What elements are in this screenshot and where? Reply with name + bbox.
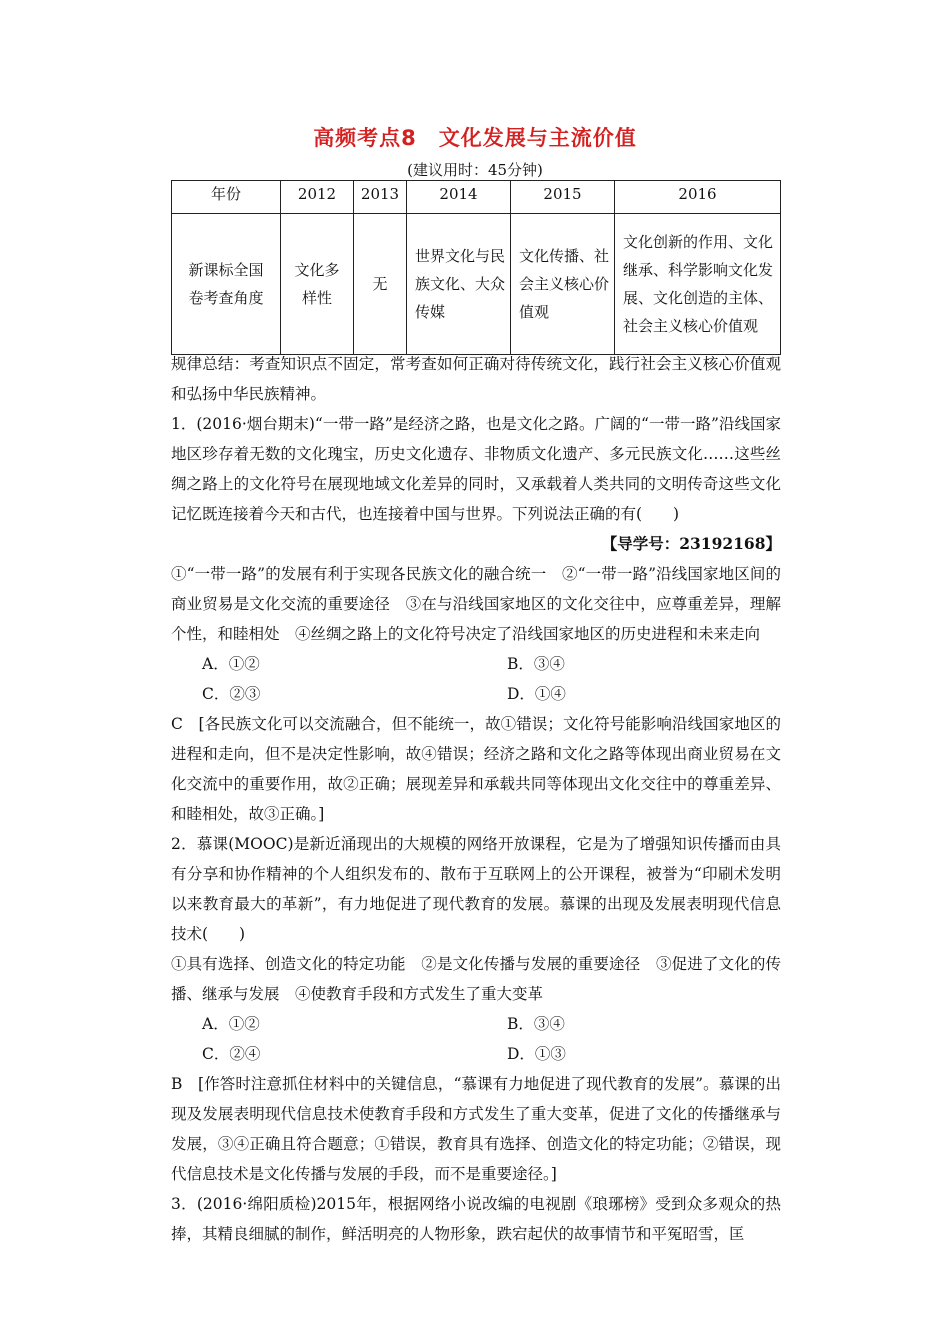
option-d: D．①③ [507, 1045, 566, 1063]
table-header-cell: 2013 [354, 181, 407, 214]
table-header-cell: 2015 [511, 181, 615, 214]
question-2-answer: B [作答时注意抓住材料中的关键信息，“慕课有力地促进了现代教育的发展”。慕课的出现及发展表明现代信息技术使教育手段和方式发生了重大变革，促进了文化的传播继承与发展，③④正确且符合题意；①错误，教育具有选择、创造文化的特定功能；②错误，现代信息技术是文化传播与发展的手段，而不是重要途径。] [171, 1075, 781, 1183]
page-subtitle: (建议用时：45分钟) [407, 161, 543, 179]
content-body [171, 349, 781, 1249]
question-1-answer: C [各民族文化可以交流融合，但不能统一，故①错误；文化符号能影响沿线国家地区的进程和走向，但不是决定性影响，故④错误；经济之路和文化之路等体现出商业贸易在文化交流中的重要作用，故②正确；展现差异和承载共同等体现出文化交往中的尊重差异、和睦相处，故③正确。] [171, 715, 781, 823]
exam-topics-table [171, 180, 781, 355]
table-cell: 文化多样性 [281, 214, 354, 355]
table-cell: 文化传播、社会主义核心价值观 [511, 214, 615, 355]
question-1-guide-number: 【导学号：23192168】 [601, 534, 781, 553]
question-1-statements: ①“一带一路”的发展有利于实现各民族文化的融合统一 ②“一带一路”沿线国家地区间的商业贸易是文化交流的重要途径 ③在与沿线国家地区的文化交往中，应尊重差异，理解个性，和睦相处 ④丝绸之路上的文化符号决定了沿线国家地区的历史进程和未来走向 [171, 565, 781, 643]
option-b: B．③④ [507, 655, 565, 673]
question-3-stem: 3．(2016·绵阳质检)2015年，根据网络小说改编的电视剧《琅琊榜》受到众多观众的热捧，其精良细腻的制作，鲜活明亮的人物形象，跌宕起伏的故事情节和平冤昭雪，匡 [171, 1195, 781, 1243]
option-c: C．②④ [202, 1045, 261, 1063]
table-header-cell: 年份 [172, 181, 281, 214]
question-2-statements: ①具有选择、创造文化的特定功能 ②是文化传播与发展的重要途径 ③促进了文化的传播、继承与发展 ④使教育手段和方式发生了重大变革 [171, 955, 781, 1003]
question-2-options-row [171, 1009, 781, 1039]
table-row-label: 新课标全国卷考查角度 [172, 214, 281, 355]
table-cell: 世界文化与民族文化、大众传媒 [407, 214, 511, 355]
question-2-options-row [171, 1039, 781, 1069]
option-a: A．①② [202, 1015, 260, 1033]
summary-text: 规律总结：考查知识点不固定，常考查如何正确对待传统文化，践行社会主义核心价值观和弘扬中华民族精神。 [171, 355, 781, 403]
question-1-options-row [171, 679, 781, 709]
page-title: 高频考点8 文化发展与主流价值 [313, 126, 637, 150]
question-2-stem: 2．慕课(MOOC)是新近涌现出的大规模的网络开放课程，它是为了增强知识传播而由具有分享和协作精神的个人组织发布的、散布于互联网上的公开课程，被誉为“印刷术发明以来教育最大的革新”，有力地促进了现代教育的发展。慕课的出现及发展表明现代信息技术( ) [171, 835, 781, 943]
table-header-row [172, 181, 781, 214]
option-b: B．③④ [507, 1015, 565, 1033]
option-d: D．①④ [507, 685, 566, 703]
question-1-options-row [171, 649, 781, 679]
option-a: A．①② [202, 655, 260, 673]
table-header-cell: 2014 [407, 181, 511, 214]
table-header-cell: 2016 [615, 181, 781, 214]
table-row [172, 214, 781, 355]
table-header-cell: 2012 [281, 181, 354, 214]
question-1-stem: 1．(2016·烟台期末)“一带一路”是经济之路，也是文化之路。广阔的“一带一路”沿线国家地区珍存着无数的文化瑰宝，历史文化遗存、非物质文化遗产、多元民族文化……这些丝绸之路上的文化符号在展现地域文化差异的同时，又承载着人类共同的文明传奇这些文化记忆既连接着今天和古代，也连接着中国与世界。下列说法正确的有( ) [171, 415, 781, 523]
table-cell: 无 [354, 214, 407, 355]
option-c: C．②③ [202, 685, 261, 703]
table-cell: 文化创新的作用、文化继承、科学影响文化发展、文化创造的主体、社会主义核心价值观 [615, 214, 781, 355]
